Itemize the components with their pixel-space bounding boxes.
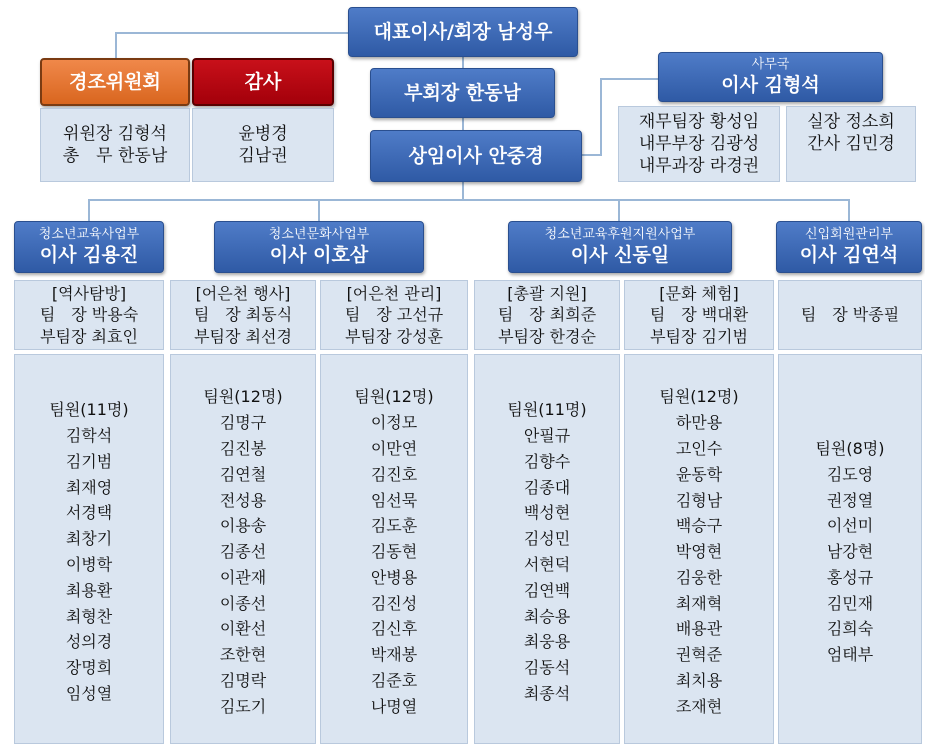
team-leader: 팀 장 최희준 xyxy=(497,305,597,325)
team-members-list xyxy=(778,354,922,744)
team-member: 김신후 xyxy=(370,619,418,639)
team-member: 김진봉 xyxy=(219,438,267,458)
team-member: 이관재 xyxy=(219,567,267,587)
team-member: 김종대 xyxy=(523,477,571,497)
team-header xyxy=(170,280,316,350)
team-leader: 팀 장 박용숙 xyxy=(39,305,139,325)
team-member: 김종선 xyxy=(219,542,267,562)
team-member: 이선미 xyxy=(826,516,874,536)
department-box xyxy=(776,221,922,273)
connector xyxy=(462,182,464,200)
team-member: 이환선 xyxy=(219,619,267,639)
connector xyxy=(88,199,850,201)
department-sub: 청소년문화사업부 xyxy=(268,227,370,243)
team-member: 임성열 xyxy=(65,683,113,703)
executive-director-label: 상임이사 안중경 xyxy=(408,144,544,167)
team-member-count: 팀원(11명) xyxy=(49,400,129,420)
vice-president-box xyxy=(370,68,555,118)
team-name: [어은천 관리] xyxy=(346,284,442,304)
team-member: 이병학 xyxy=(65,555,113,574)
team-member: 김민재 xyxy=(826,593,874,613)
team-members-list xyxy=(474,354,620,744)
secretariat-members-left xyxy=(618,106,780,182)
team-member: 이만연 xyxy=(370,438,418,458)
audit-member: 윤병경 xyxy=(238,123,288,144)
advisory-committee-box xyxy=(40,58,190,106)
team-members-list xyxy=(624,354,774,744)
team-member: 김기범 xyxy=(65,451,113,471)
team-member: 엄태부 xyxy=(826,645,874,665)
department-box xyxy=(214,221,424,273)
team-leader: 팀 장 박종필 xyxy=(800,305,900,325)
team-member: 최재혁 xyxy=(675,593,723,613)
team-member: 김학석 xyxy=(65,426,113,446)
department-title: 이사 이호삼 xyxy=(269,243,369,266)
team-member: 김동석 xyxy=(523,658,571,678)
team-header xyxy=(624,280,774,350)
team-member: 전성용 xyxy=(219,490,267,510)
team-leader: 팀 장 백대환 xyxy=(649,305,749,325)
team-member: 성의경 xyxy=(65,632,113,652)
department-title: 이사 김연석 xyxy=(799,243,899,266)
team-member: 김웅한 xyxy=(675,567,723,587)
team-member: 장명희 xyxy=(65,658,113,678)
team-member: 서경택 xyxy=(65,503,113,523)
team-member: 김희숙 xyxy=(826,619,874,639)
team-member: 고인수 xyxy=(675,438,723,458)
team-member: 백승구 xyxy=(675,516,723,536)
team-header xyxy=(14,280,164,350)
team-member: 안필규 xyxy=(523,426,571,446)
secretariat-box xyxy=(658,52,883,102)
team-member-count: 팀원(12명) xyxy=(659,387,739,407)
audit-member: 김남권 xyxy=(238,146,288,166)
team-leader: 팀 장 최동식 xyxy=(193,305,293,325)
department-sub: 신입회원관리부 xyxy=(805,227,893,243)
team-name: [어은천 행사] xyxy=(195,284,291,304)
team-subleader: 부팀장 한경순 xyxy=(498,326,596,346)
team-leader: 팀 장 고선규 xyxy=(344,305,444,325)
team-name: [문화 체험] xyxy=(659,284,739,304)
team-header xyxy=(778,280,922,350)
team-subleader: 부팀장 강성훈 xyxy=(345,326,443,346)
team-member: 홍성규 xyxy=(826,567,874,587)
department-sub: 청소년교육후원지원사업부 xyxy=(544,227,696,243)
connector xyxy=(462,118,464,130)
audit-box xyxy=(192,58,334,106)
team-member: 이종선 xyxy=(219,593,267,613)
team-member: 서현덕 xyxy=(523,555,571,574)
team-member: 윤동학 xyxy=(675,464,723,484)
team-members-list xyxy=(14,354,164,744)
secretariat-member: 간사 김민경 xyxy=(807,134,895,155)
president-box xyxy=(348,7,578,57)
connector xyxy=(115,32,117,58)
team-member: 김형남 xyxy=(675,490,723,510)
team-member: 김향수 xyxy=(523,451,571,471)
connector xyxy=(848,199,850,221)
team-member: 김진호 xyxy=(370,464,418,484)
team-member: 최종석 xyxy=(523,683,571,703)
secretariat-members-right xyxy=(786,106,916,182)
connector xyxy=(618,199,620,221)
team-member: 이정모 xyxy=(370,413,418,433)
secretariat-member: 재무팀장 황성임 xyxy=(638,111,760,132)
team-member: 최재영 xyxy=(65,477,113,497)
team-member: 권혁준 xyxy=(675,645,723,665)
vice-president-label: 부회장 한동남 xyxy=(404,81,521,104)
department-title: 이사 신동일 xyxy=(570,243,670,266)
team-member-count: 팀원(11명) xyxy=(507,400,587,420)
team-header xyxy=(320,280,468,350)
team-subleader: 부팀장 김기범 xyxy=(650,326,748,346)
team-name: [총괄 지원] xyxy=(507,284,587,304)
team-member: 김연백 xyxy=(523,580,571,600)
secretariat-member: 실장 정소희 xyxy=(807,112,895,132)
secretariat-title: 이사 김형석 xyxy=(721,73,820,96)
team-member: 최용환 xyxy=(65,580,113,600)
connector xyxy=(462,56,464,68)
secretariat-sub: 사무국 xyxy=(751,57,790,73)
audit-members-box xyxy=(192,108,334,182)
team-member: 최형찬 xyxy=(65,606,113,626)
team-member: 김도기 xyxy=(219,696,267,716)
team-member-count: 팀원(12명) xyxy=(354,387,434,407)
team-member: 백성현 xyxy=(523,503,571,523)
department-title: 이사 김용진 xyxy=(39,243,139,266)
team-header xyxy=(474,280,620,350)
department-sub: 청소년교육사업부 xyxy=(38,227,140,243)
team-member: 김동현 xyxy=(370,542,418,562)
team-member-count: 팀원(12명) xyxy=(203,387,283,407)
department-box xyxy=(14,221,164,273)
team-member: 임선묵 xyxy=(370,490,418,510)
team-member: 최승용 xyxy=(523,606,571,626)
team-member: 김도훈 xyxy=(370,516,418,536)
executive-director-box xyxy=(370,130,582,182)
team-members-list xyxy=(170,354,316,744)
team-subleader: 부팀장 최선경 xyxy=(194,326,292,346)
team-member: 배용관 xyxy=(675,619,723,639)
team-member: 조한현 xyxy=(219,645,267,665)
team-member: 이용송 xyxy=(219,516,267,536)
team-member: 나명열 xyxy=(370,696,418,716)
team-member: 최창기 xyxy=(65,529,113,549)
connector xyxy=(582,154,602,156)
team-member: 박재봉 xyxy=(370,645,418,665)
advisory-members-box xyxy=(40,108,190,182)
team-member: 박영현 xyxy=(675,542,723,562)
advisory-member: 위원장 김형석 xyxy=(63,123,167,144)
team-member: 조재현 xyxy=(675,696,723,716)
advisory-member: 총 무 한동남 xyxy=(62,146,168,166)
team-subleader: 부팀장 최효인 xyxy=(40,326,138,346)
team-member: 권정열 xyxy=(826,490,874,510)
audit-title: 감사 xyxy=(244,70,282,93)
team-member: 김명구 xyxy=(219,413,267,433)
connector xyxy=(600,78,660,80)
advisory-committee-title: 경조위원회 xyxy=(69,70,161,93)
connector xyxy=(115,32,348,34)
team-member: 하만용 xyxy=(675,413,723,433)
secretariat-member: 내무과장 라경권 xyxy=(638,156,760,177)
team-name: [역사탐방] xyxy=(51,284,127,304)
team-member: 최치용 xyxy=(675,671,723,691)
connector xyxy=(318,199,320,221)
team-member: 김성민 xyxy=(523,529,571,549)
team-member: 남강현 xyxy=(826,542,874,562)
team-member: 김도영 xyxy=(826,464,874,484)
president-label: 대표이사/회장 남성우 xyxy=(373,20,553,43)
connector xyxy=(88,199,90,221)
team-member-count: 팀원(8명) xyxy=(815,438,885,458)
team-member: 김연철 xyxy=(219,464,267,484)
connector xyxy=(600,78,602,156)
team-member: 김준호 xyxy=(370,671,418,691)
team-member: 김명락 xyxy=(219,671,267,691)
team-member: 최웅용 xyxy=(523,632,571,652)
team-member: 안병용 xyxy=(370,567,418,587)
department-box xyxy=(508,221,732,273)
secretariat-member: 내무부장 김광성 xyxy=(638,133,760,154)
team-member: 김진성 xyxy=(370,593,418,613)
team-members-list xyxy=(320,354,468,744)
